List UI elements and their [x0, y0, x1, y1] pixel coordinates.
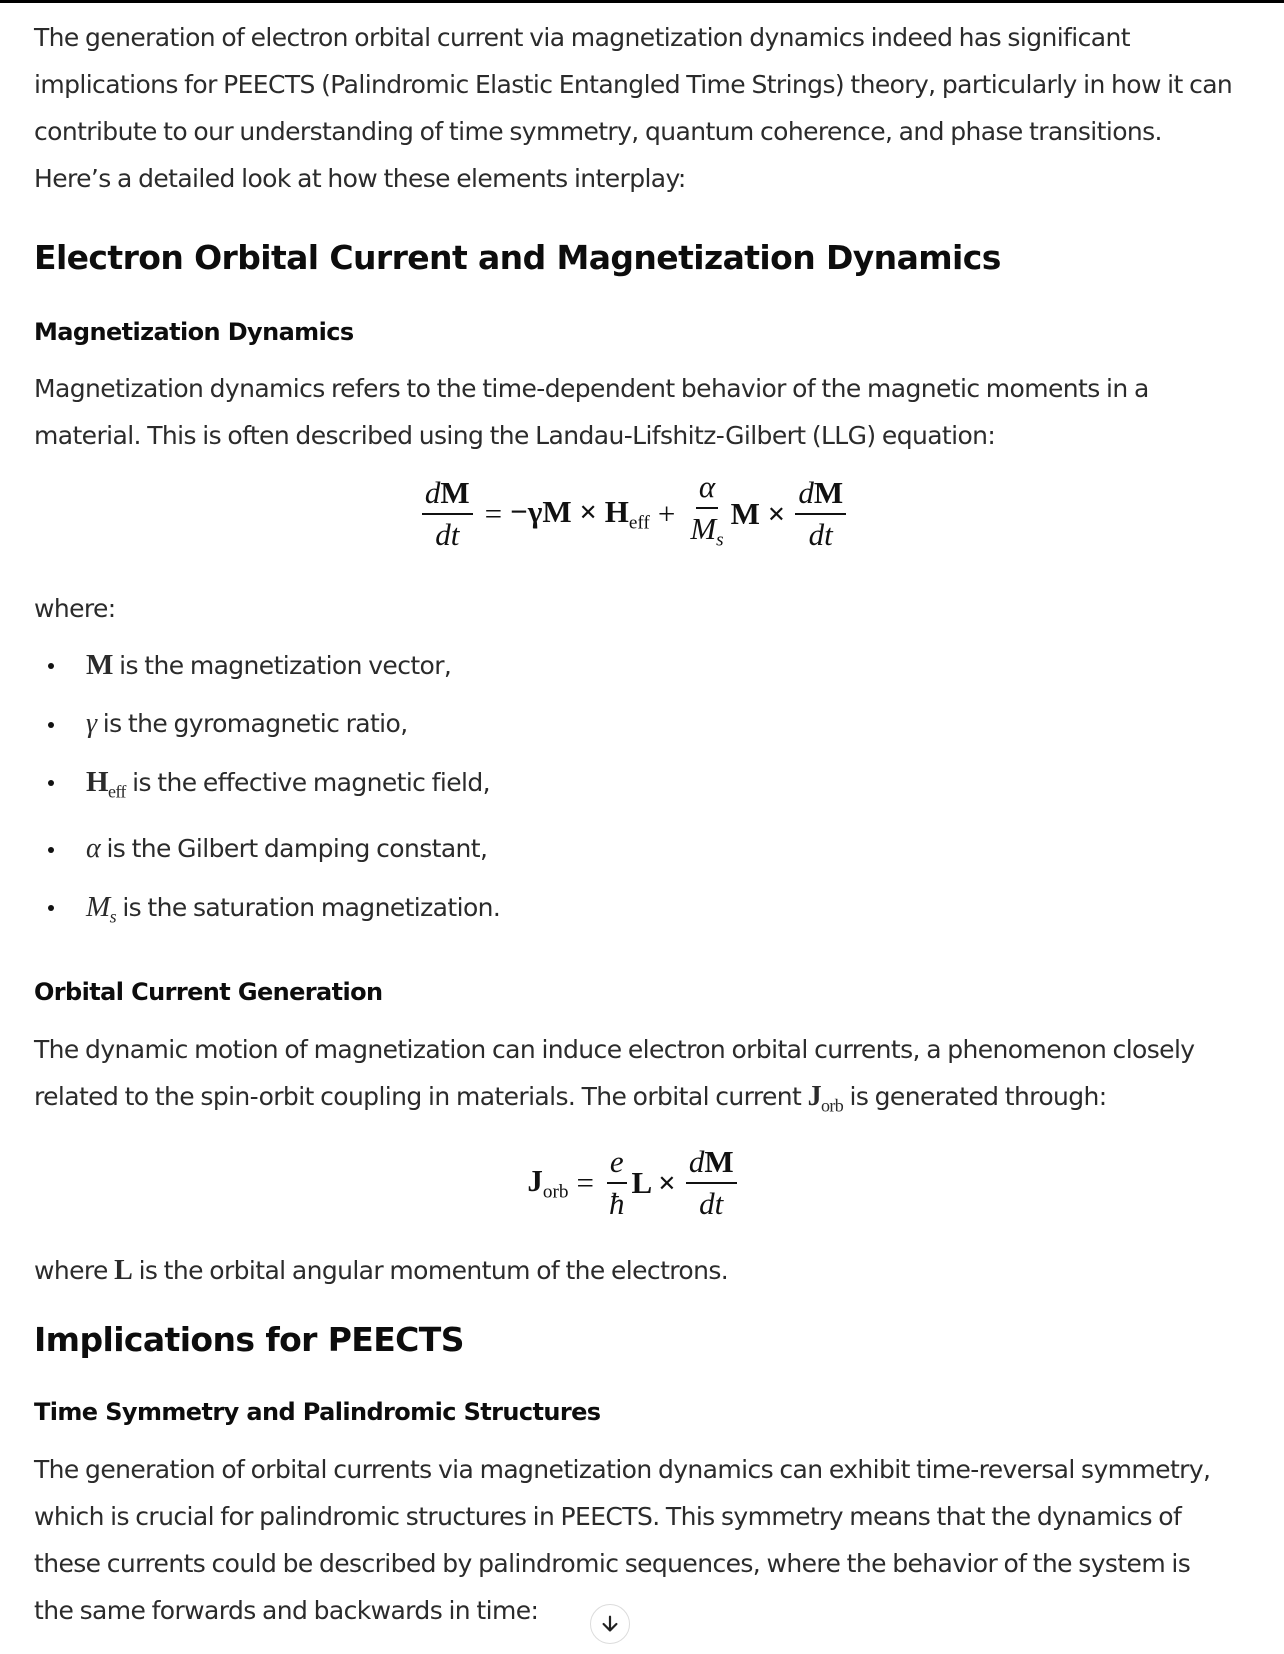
list-item: $H_{eff}$ is the effective magnetic field, — [34, 753, 1234, 820]
subheading-magnetization-dynamics: Magnetization Dynamics — [34, 318, 354, 346]
llg-equation — [34, 469, 1234, 559]
plus-sign: + — [657, 496, 676, 531]
window-top-border — [0, 0, 1284, 3]
j-orb-symbol: $J_{orb}$ — [527, 1162, 569, 1203]
section-heading-implications: Implications for PEECTS — [34, 1319, 464, 1359]
llg-term1: $-\gamma M \times H_{eff}$ — [510, 493, 650, 534]
list-item: α is the Gilbert damping constant, — [34, 820, 1234, 878]
list-item: M is the magnetization vector, — [34, 636, 1234, 695]
subheading-time-symmetry: Time Symmetry and Palindromic Structures — [34, 1397, 601, 1426]
fraction-e-hbar: $\frac{e}{ħ}$ — [606, 1142, 628, 1224]
angular-momentum-paragraph: where L is the orbital angular momentum of the electrons. — [34, 1254, 729, 1286]
chat-message-content — [34, 14, 1234, 1634]
fraction-dM-dt: $\frac{dM}{dt}$ — [422, 473, 473, 555]
time-symmetry-paragraph: The generation of orbital currents via magnetization dynamics can exhibit time-reversal symmetry, which is crucial for palindromic structures in PEECTS. This symmetry means that the dynamics of these currents could be described by palindromic sequences, where the behavior of the system is the same forwards and backwards in time: — [34, 1454, 1211, 1625]
orbital-current-paragraph: The dynamic motion of magnetization can induce electron orbital currents, a phenomenon closely related to the spin-orbit coupling in materials. The orbital current $J_{orb}$ is generated through: — [34, 1034, 1195, 1115]
llg-term2: M × — [730, 496, 786, 531]
subheading-orbital-current-generation: Orbital Current Generation — [34, 977, 383, 1006]
section-heading-orbital-current: Electron Orbital Current and Magnetization Dynamics — [34, 238, 1001, 277]
list-item: γ is the gyromagnetic ratio, — [34, 695, 1234, 753]
llg-paragraph: Magnetization dynamics refers to the time-dependent behavior of the magnetic moments in a material. This is often described using the Landau-Lifshitz-Gilbert (LLG) equation: — [34, 374, 1149, 450]
l-cross-term: L × — [631, 1164, 676, 1200]
arrow-down-icon — [599, 1613, 621, 1635]
equals-sign: = — [484, 496, 503, 531]
orbital-current-equation — [34, 1137, 1234, 1229]
where-label: where: — [34, 594, 116, 623]
intro-paragraph: The generation of electron orbital current via magnetization dynamics indeed has significant implications for PEECTS (Palindromic Elastic Entangled Time Strings) theory, particularly in how it can contribute to our understanding of time symmetry, quantum coherence, and phase transitions. Here’s a detailed look at how these elements interplay: — [34, 23, 1233, 193]
fraction-alpha-Ms: $\frac{\alpha}{M_s}$ — [690, 469, 724, 551]
equals-sign: = — [576, 1164, 594, 1200]
list-item: $M_s$ is the saturation magnetization. — [34, 878, 1234, 945]
fraction-dM-dt: $\frac{dM}{dt}$ — [686, 1142, 737, 1224]
symbol-definitions-list — [34, 636, 1234, 946]
scroll-to-bottom-button[interactable] — [590, 1604, 630, 1644]
fraction-dM-dt-rhs: $\frac{dM}{dt}$ — [795, 473, 846, 555]
